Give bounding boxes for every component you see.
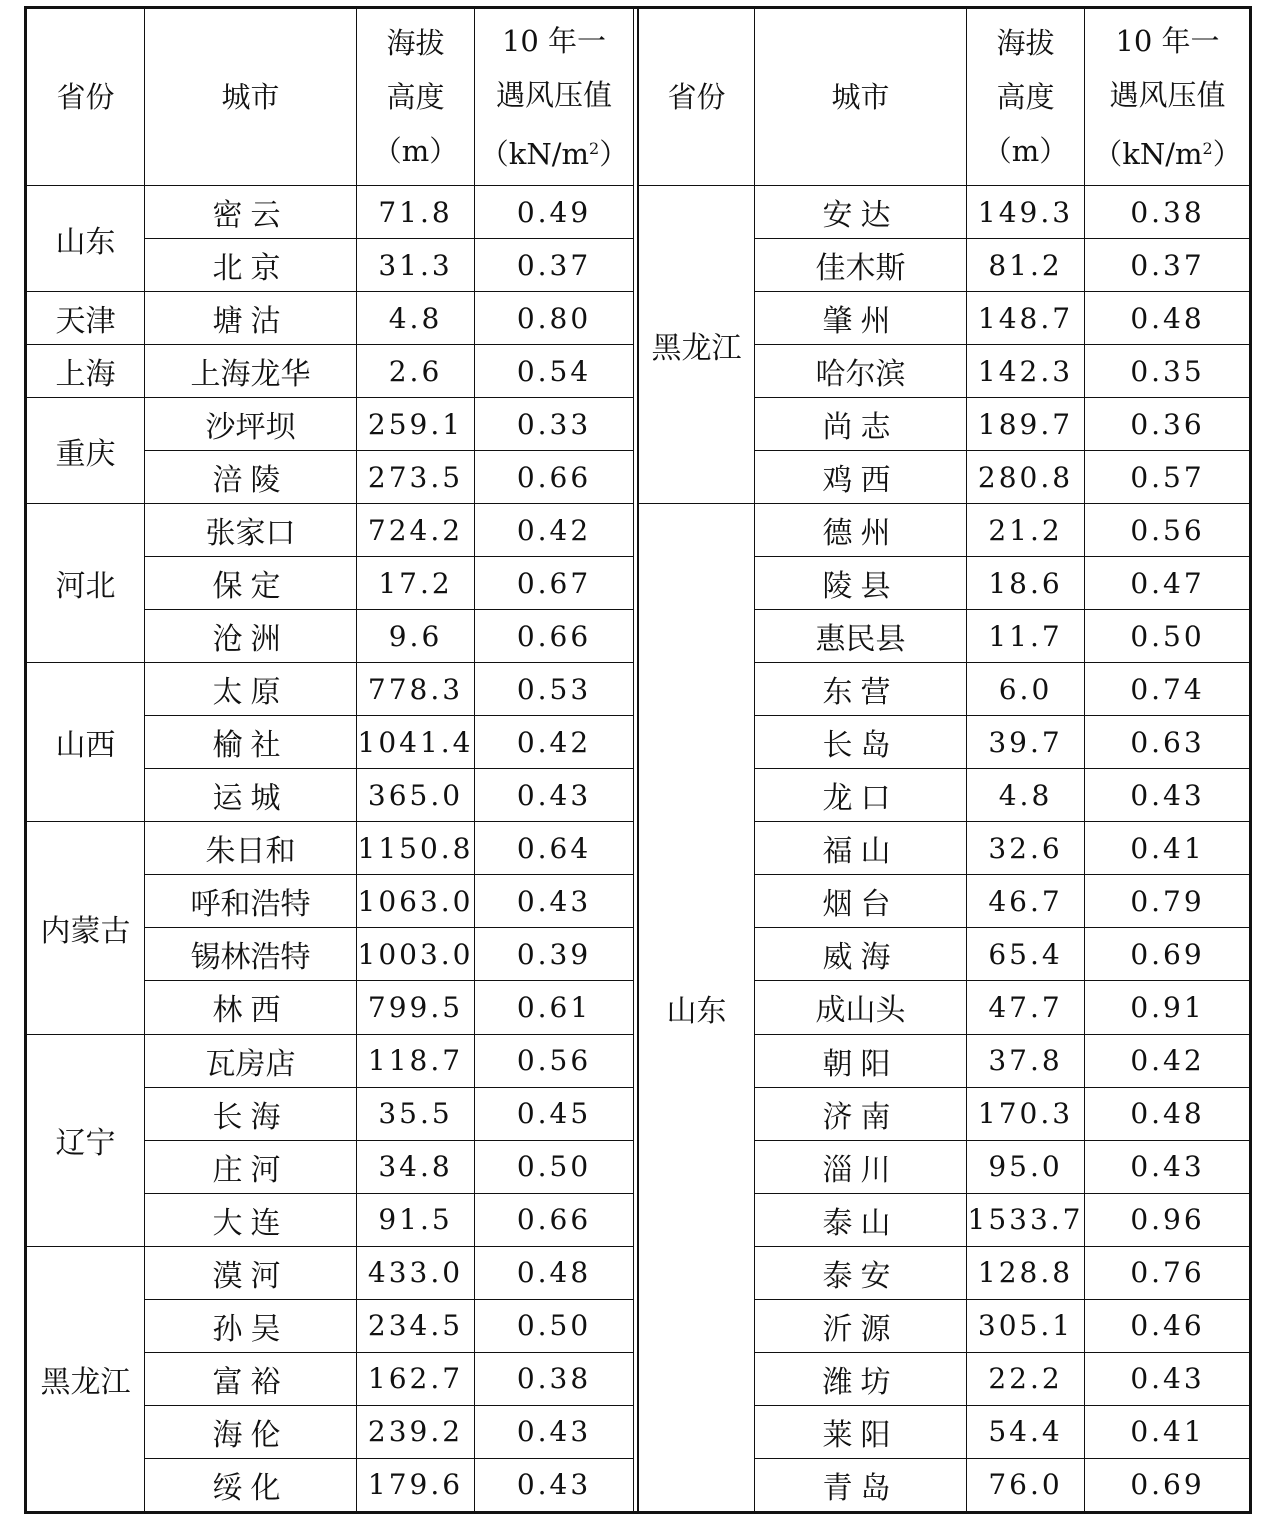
pressure-header-line2: 遇风压值 (1109, 77, 1226, 112)
altitude-cell: 54.4 (967, 1405, 1085, 1458)
pressure-cell: 0.63 (1085, 716, 1251, 769)
city-cell: 榆社 (145, 716, 357, 769)
city-cell: 上海龙华 (145, 345, 357, 398)
city-cell: 淄川 (755, 1140, 967, 1193)
pressure-cell: 0.54 (475, 345, 634, 398)
pressure-cell: 0.66 (475, 610, 634, 663)
altitude-cell: 1063.0 (357, 875, 475, 928)
pressure-cell: 0.48 (1085, 292, 1251, 345)
pressure-cell: 0.76 (1085, 1246, 1251, 1299)
altitude-cell: 433.0 (357, 1246, 475, 1299)
pressure-cell: 0.41 (1085, 822, 1251, 875)
table-row (27, 1246, 634, 1299)
pressure-cell: 0.41 (1085, 1405, 1251, 1458)
altitude-header (967, 9, 1085, 186)
pressure-cell: 0.43 (475, 769, 634, 822)
pressure-header-line1: 10 年一 (501, 23, 607, 58)
altitude-cell: 149.3 (967, 186, 1085, 239)
province-cell: 黑龙江 (639, 186, 755, 504)
pressure-cell: 0.43 (475, 1458, 634, 1511)
altitude-header-unit: （m） (372, 134, 459, 168)
altitude-cell: 118.7 (357, 1034, 475, 1087)
table-row (27, 663, 634, 716)
pressure-cell: 0.38 (475, 1352, 634, 1405)
province-header: 省份 (27, 9, 145, 186)
pressure-header (1085, 9, 1251, 186)
city-cell: 长岛 (755, 716, 967, 769)
altitude-cell: 2.6 (357, 345, 475, 398)
city-cell: 惠民县 (755, 610, 967, 663)
province-cell: 山西 (27, 663, 145, 822)
left-table-half (26, 8, 633, 1512)
city-cell: 安达 (755, 186, 967, 239)
table-row (27, 292, 634, 345)
altitude-cell: 778.3 (357, 663, 475, 716)
city-cell: 陵县 (755, 557, 967, 610)
table-row (27, 504, 634, 557)
city-cell: 成山头 (755, 981, 967, 1034)
altitude-cell: 9.6 (357, 610, 475, 663)
city-cell: 青岛 (755, 1458, 967, 1511)
pressure-header-unit: $(kN/m^2)$ (1093, 136, 1242, 171)
altitude-cell: 46.7 (967, 875, 1085, 928)
header-row (27, 9, 634, 186)
altitude-header-unit: （m） (982, 134, 1069, 168)
city-cell: 密云 (145, 186, 357, 239)
altitude-cell: 234.5 (357, 1299, 475, 1352)
altitude-header-line2: 高度 (996, 80, 1055, 114)
altitude-cell: 365.0 (357, 769, 475, 822)
altitude-cell: 47.7 (967, 981, 1085, 1034)
city-cell: 龙口 (755, 769, 967, 822)
city-header: 城市 (145, 9, 357, 186)
pressure-cell: 0.43 (1085, 1140, 1251, 1193)
city-cell: 佳木斯 (755, 239, 967, 292)
city-cell: 鸡西 (755, 451, 967, 504)
table-row (27, 398, 634, 451)
pressure-cell: 0.45 (475, 1087, 634, 1140)
province-header: 省份 (639, 9, 755, 186)
pressure-cell: 0.53 (475, 663, 634, 716)
pressure-cell: 0.69 (1085, 1458, 1251, 1511)
city-cell: 孙吴 (145, 1299, 357, 1352)
altitude-cell: 6.0 (967, 663, 1085, 716)
altitude-cell: 91.5 (357, 1193, 475, 1246)
city-cell: 林西 (145, 981, 357, 1034)
city-cell: 大连 (145, 1193, 357, 1246)
pressure-cell: 0.66 (475, 1193, 634, 1246)
city-cell: 烟台 (755, 875, 967, 928)
city-cell: 德州 (755, 504, 967, 557)
pressure-cell: 0.91 (1085, 981, 1251, 1034)
city-cell: 漠河 (145, 1246, 357, 1299)
altitude-cell: 65.4 (967, 928, 1085, 981)
city-cell: 塘沽 (145, 292, 357, 345)
altitude-cell: 39.7 (967, 716, 1085, 769)
header-row (639, 9, 1251, 186)
pressure-cell: 0.50 (475, 1140, 634, 1193)
province-cell: 山东 (639, 504, 755, 1512)
altitude-cell: 1533.7 (967, 1193, 1085, 1246)
altitude-cell: 162.7 (357, 1352, 475, 1405)
pressure-cell: 0.96 (1085, 1193, 1251, 1246)
pressure-cell: 0.43 (1085, 769, 1251, 822)
altitude-cell: 799.5 (357, 981, 475, 1034)
altitude-cell: 170.3 (967, 1087, 1085, 1140)
altitude-cell: 21.2 (967, 504, 1085, 557)
city-cell: 涪陵 (145, 451, 357, 504)
left-table (26, 8, 634, 1512)
altitude-cell: 11.7 (967, 610, 1085, 663)
altitude-cell: 18.6 (967, 557, 1085, 610)
table-row (27, 822, 634, 875)
pressure-cell: 0.42 (1085, 1034, 1251, 1087)
altitude-header-line2: 高度 (386, 80, 445, 114)
pressure-cell: 0.48 (1085, 1087, 1251, 1140)
province-cell: 上海 (27, 345, 145, 398)
pressure-cell: 0.36 (1085, 398, 1251, 451)
province-cell: 天津 (27, 292, 145, 345)
city-cell: 泰安 (755, 1246, 967, 1299)
altitude-cell: 31.3 (357, 239, 475, 292)
pressure-cell: 0.35 (1085, 345, 1251, 398)
altitude-cell: 4.8 (357, 292, 475, 345)
wind-pressure-table (26, 8, 1250, 1512)
pressure-cell: 0.67 (475, 557, 634, 610)
pressure-cell: 0.43 (475, 875, 634, 928)
altitude-cell: 142.3 (967, 345, 1085, 398)
city-cell: 锡林浩特 (145, 928, 357, 981)
table-row (639, 186, 1251, 239)
table-row (639, 504, 1251, 557)
province-cell: 黑龙江 (27, 1246, 145, 1511)
pressure-header-unit: $(kN/m^2)$ (479, 136, 629, 171)
province-cell: 内蒙古 (27, 822, 145, 1034)
table-row (27, 1034, 634, 1087)
city-cell: 太原 (145, 663, 357, 716)
pressure-cell: 0.42 (475, 504, 634, 557)
altitude-cell: 148.7 (967, 292, 1085, 345)
altitude-cell: 273.5 (357, 451, 475, 504)
altitude-header-line1: 海拔 (996, 26, 1055, 60)
city-header: 城市 (755, 9, 967, 186)
pressure-cell: 0.38 (1085, 186, 1251, 239)
pressure-cell: 0.48 (475, 1246, 634, 1299)
altitude-cell: 724.2 (357, 504, 475, 557)
altitude-cell: 32.6 (967, 822, 1085, 875)
city-cell: 瓦房店 (145, 1034, 357, 1087)
pressure-cell: 0.49 (475, 186, 634, 239)
altitude-header-line1: 海拔 (386, 26, 445, 60)
altitude-cell: 1150.8 (357, 822, 475, 875)
pressure-cell: 0.61 (475, 981, 634, 1034)
altitude-header (357, 9, 475, 186)
city-cell: 哈尔滨 (755, 345, 967, 398)
right-table (638, 8, 1251, 1512)
altitude-cell: 179.6 (357, 1458, 475, 1511)
altitude-cell: 95.0 (967, 1140, 1085, 1193)
city-cell: 庄河 (145, 1140, 357, 1193)
pressure-cell: 0.69 (1085, 928, 1251, 981)
altitude-cell: 71.8 (357, 186, 475, 239)
altitude-cell: 239.2 (357, 1405, 475, 1458)
city-cell: 绥化 (145, 1458, 357, 1511)
pressure-cell: 0.37 (475, 239, 634, 292)
city-cell: 泰山 (755, 1193, 967, 1246)
city-cell: 莱阳 (755, 1405, 967, 1458)
city-cell: 济南 (755, 1087, 967, 1140)
pressure-cell: 0.56 (1085, 504, 1251, 557)
pressure-cell: 0.37 (1085, 239, 1251, 292)
pressure-cell: 0.79 (1085, 875, 1251, 928)
altitude-cell: 259.1 (357, 398, 475, 451)
altitude-cell: 76.0 (967, 1458, 1085, 1511)
city-cell: 尚志 (755, 398, 967, 451)
city-cell: 沧洲 (145, 610, 357, 663)
table-row (27, 345, 634, 398)
city-cell: 北京 (145, 239, 357, 292)
pressure-cell: 0.56 (475, 1034, 634, 1087)
altitude-cell: 280.8 (967, 451, 1085, 504)
province-cell: 辽宁 (27, 1034, 145, 1246)
city-cell: 肇州 (755, 292, 967, 345)
city-cell: 海伦 (145, 1405, 357, 1458)
pressure-cell: 0.47 (1085, 557, 1251, 610)
pressure-cell: 0.42 (475, 716, 634, 769)
pressure-cell: 0.43 (475, 1405, 634, 1458)
province-cell: 河北 (27, 504, 145, 663)
city-cell: 运城 (145, 769, 357, 822)
city-cell: 朱日和 (145, 822, 357, 875)
province-cell: 重庆 (27, 398, 145, 504)
city-cell: 朝阳 (755, 1034, 967, 1087)
altitude-cell: 17.2 (357, 557, 475, 610)
pressure-cell: 0.57 (1085, 451, 1251, 504)
altitude-cell: 1041.4 (357, 716, 475, 769)
city-cell: 福山 (755, 822, 967, 875)
altitude-cell: 4.8 (967, 769, 1085, 822)
city-cell: 保定 (145, 557, 357, 610)
altitude-cell: 37.8 (967, 1034, 1085, 1087)
pressure-cell: 0.39 (475, 928, 634, 981)
altitude-cell: 81.2 (967, 239, 1085, 292)
pressure-cell: 0.50 (475, 1299, 634, 1352)
altitude-cell: 128.8 (967, 1246, 1085, 1299)
altitude-cell: 35.5 (357, 1087, 475, 1140)
city-cell: 潍坊 (755, 1352, 967, 1405)
pressure-cell: 0.33 (475, 398, 634, 451)
pressure-cell: 0.50 (1085, 610, 1251, 663)
city-cell: 长海 (145, 1087, 357, 1140)
altitude-cell: 34.8 (357, 1140, 475, 1193)
city-cell: 威海 (755, 928, 967, 981)
city-cell: 富裕 (145, 1352, 357, 1405)
city-cell: 呼和浩特 (145, 875, 357, 928)
pressure-cell: 0.66 (475, 451, 634, 504)
pressure-header-line2: 遇风压值 (495, 77, 612, 112)
province-cell: 山东 (27, 186, 145, 292)
altitude-cell: 22.2 (967, 1352, 1085, 1405)
pressure-header (475, 9, 634, 186)
altitude-cell: 305.1 (967, 1299, 1085, 1352)
altitude-cell: 1003.0 (357, 928, 475, 981)
pressure-cell: 0.46 (1085, 1299, 1251, 1352)
city-cell: 东营 (755, 663, 967, 716)
pressure-cell: 0.74 (1085, 663, 1251, 716)
right-table-half (638, 8, 1250, 1512)
table-row (27, 186, 634, 239)
pressure-cell: 0.43 (1085, 1352, 1251, 1405)
city-cell: 张家口 (145, 504, 357, 557)
city-cell: 沙坪坝 (145, 398, 357, 451)
pressure-cell: 0.80 (475, 292, 634, 345)
pressure-header-line1: 10 年一 (1115, 23, 1220, 58)
altitude-cell: 189.7 (967, 398, 1085, 451)
pressure-cell: 0.64 (475, 822, 634, 875)
city-cell: 沂源 (755, 1299, 967, 1352)
